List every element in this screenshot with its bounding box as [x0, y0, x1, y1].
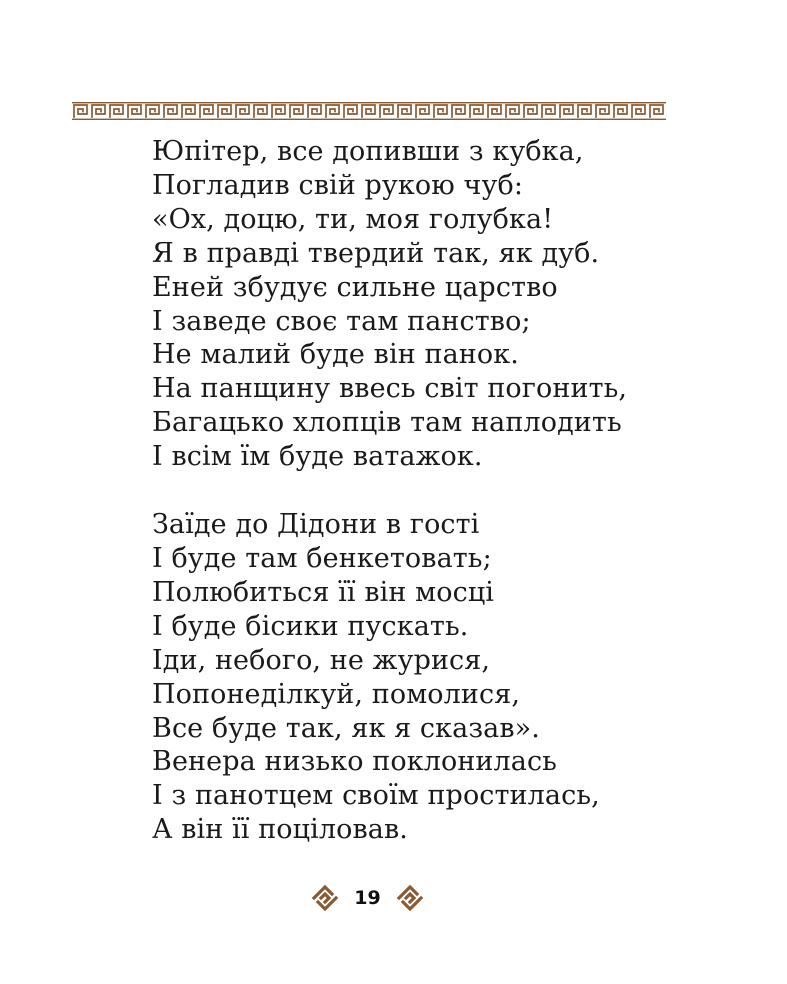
poem-line: Еней збудує сильне царство: [152, 271, 558, 303]
page-footer: [0, 878, 761, 918]
poem-line: І всім їм буде ватажок.: [152, 441, 483, 473]
poem-line: Погладив свій рукою чуб:: [152, 169, 524, 201]
poem-line: І буде бісики пускать.: [152, 610, 469, 642]
stanza-1: [152, 135, 712, 474]
poem-line: І буде там бенкетовать;: [152, 542, 492, 574]
page-number: 19: [354, 887, 381, 909]
poem-line: Полюбиться її він мосці: [152, 576, 495, 608]
poem-line: Попонеділкуй, помолися,: [152, 678, 521, 710]
poem-line: Багацько хлопців там наплодить: [152, 407, 622, 439]
poem-line: І з панотцем своїм простилась,: [152, 780, 600, 812]
ornament-icon: [395, 883, 425, 913]
poem-line: Не малий буде він панок.: [152, 339, 519, 371]
ornament-icon: [310, 883, 340, 913]
poem-line: А він її поціловав.: [152, 814, 408, 846]
poem-line: Іди, небого, не журися,: [152, 644, 491, 676]
greek-key-border-icon: [72, 102, 666, 120]
poem-line: На панщину ввесь світ погонить,: [152, 373, 628, 405]
poem-line: Юпітер, все допивши з кубка,: [152, 136, 584, 167]
poem-line: Все буде так, як я сказав».: [152, 712, 540, 744]
poem-line: І заведе своє там панство;: [152, 305, 531, 337]
poem-line: Венера низько поклонилась: [152, 746, 557, 778]
poem-line: «Ох, доцю, ти, моя голубка!: [152, 203, 554, 235]
poem-line: Я в правді твердий так, як дуб.: [152, 237, 600, 269]
poem-line: Заїде до Дідони в гості: [152, 509, 480, 541]
stanza-2: [152, 508, 712, 847]
poem: [152, 135, 712, 847]
